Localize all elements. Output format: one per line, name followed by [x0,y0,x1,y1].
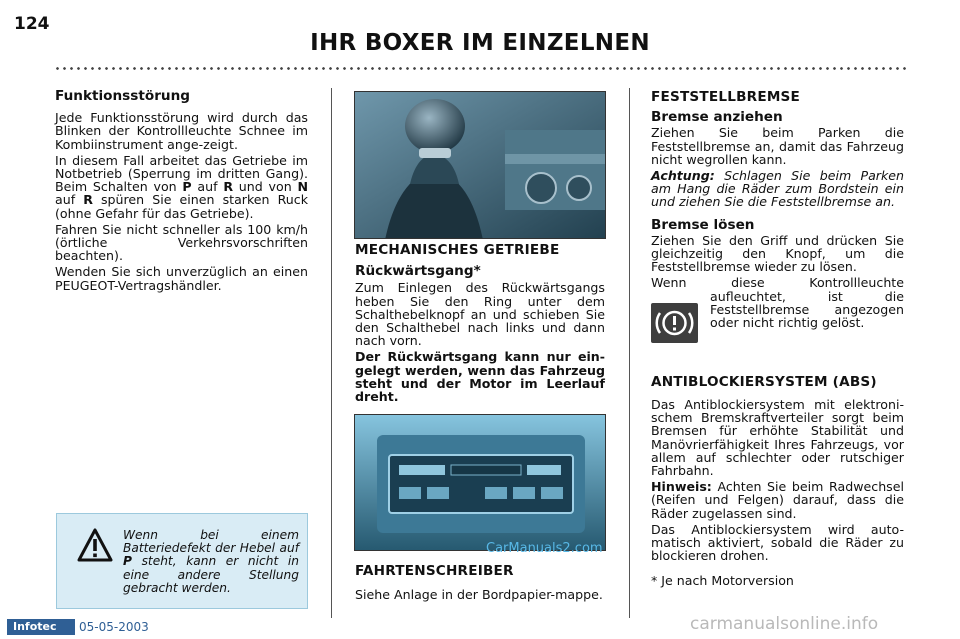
infotec-logo: Infotec [7,619,75,635]
caution-note: Achtung: Schlagen Sie beim Parken am Hang die Räder zum Bordstein ein und ziehen Sie die Feststellbremse an. [651,168,904,210]
paragraph: Das Antiblockiersystem mit elektroni-schem Bremskraftverteiler sorgt beim Bremsen für erhöhte Stabilität und Manövrierfähigkeit Ihres Fahrzeugs, vor allem auf schlechter oder rutschiger Fahrbahn. [651,397,904,479]
paragraph: Das Antiblockiersystem wird auto-matisch aktiviert, sobald die Räder zu blockieren drohen. [651,521,904,564]
paragraph: Fahren Sie nicht schneller als 100 km/h (örtliche Verkehrsvorschriften beachten). [55,221,308,264]
section-heading-parking-brake: FESTSTELLBREMSE [651,89,801,105]
watermark-small: CarManuals2.com [486,541,603,556]
paragraph: Der Rückwärtsgang kann nur ein-gelegt werden, wenn das Fahrzeug steht und der Motor im Leerlauf dreht. [355,349,605,405]
tachograph-image [355,415,606,551]
battery-warning-text: Wenn bei einem Batteriedefekt der Hebel auf P steht, kann er nicht in eine andere Stellung gebracht werden. [123,528,299,595]
middle-column [355,244,605,406]
column-divider [331,88,332,618]
battery-warning-box [56,513,308,609]
subheading-reverse-gear: Rückwärtsgang* [355,263,481,280]
section-heading-manual-gearbox: MECHANISCHES GETRIEBE [355,242,560,258]
paragraph: Ziehen Sie den Griff und drücken Sie gleichzeitig den Knopf, um die Feststellbremse wieder zu lösen. [651,232,904,275]
right-column-abs [651,375,904,591]
paragraph: Wenden Sie sich unverzüglich an einen PEUGEOT-Vertragshändler. [55,264,308,293]
paragraph: Jede Funktionsstörung wird durch das Blinken der Kontrollleuchte Schnee im Kombiinstrument ange-zeigt. [55,110,308,152]
parking-brake-icon [651,303,698,343]
subheading-apply-brake: Bremse anziehen [651,109,783,126]
tachograph-photo [354,414,606,551]
brake-warning-lamp [651,303,698,343]
watermark-large: carmanualsonline.info [690,614,879,634]
footnote: * Je nach Motorversion [651,573,794,589]
paragraph: Ziehen Sie beim Parken die Feststellbremse an, damit das Fahrzeug nicht wegrollen kann. [651,125,904,167]
page-title: IHR BOXER IM EINZELNEN [310,30,650,56]
paragraph: Zum Einlegen des Rückwärtsgangs heben Sie den Ring unter dem Schalthebelknopf an und schieben Sie den Schalthebel nach links und dann nach vorn. [355,280,605,349]
paragraph: Hinweis: Achten Sie beim Radwechsel (Reifen und Felgen) darauf, dass die Räder zugelassen sind. [651,479,904,521]
column-divider [629,88,630,618]
gear-lever-image [355,92,606,239]
paragraph: aufleuchtet, ist die Feststellbremse angezogen oder nicht richtig gelöst. [710,288,904,331]
footer-date: 05-05-2003 [79,620,149,634]
middle-column-bottom [355,565,605,604]
warning-icon [77,528,113,562]
paragraph: Siehe Anlage in der Bordpapier-mappe. [355,587,603,603]
paragraph: Wenn diese Kontrollleuchte [651,275,904,291]
dotted-divider [54,66,906,71]
left-column [55,90,308,295]
section-heading-malfunction: Funktionsstörung [55,88,190,104]
subheading-release-brake: Bremse lösen [651,216,755,233]
right-column [651,91,904,332]
page-number: 124 [14,14,50,34]
section-heading-abs: ANTIBLOCKIERSYSTEM (ABS) [651,374,877,390]
gear-lever-photo [354,91,606,239]
paragraph: In diesem Fall arbeitet das Getriebe im Notbetrieb (Sperrung im dritten Gang). Beim Schalten von P auf R und von N auf R spüren Sie einen starken Ruck (ohne Gefahr für das Getriebe). [55,152,308,221]
section-heading-tachograph: FAHRTENSCHREIBER [355,563,514,579]
